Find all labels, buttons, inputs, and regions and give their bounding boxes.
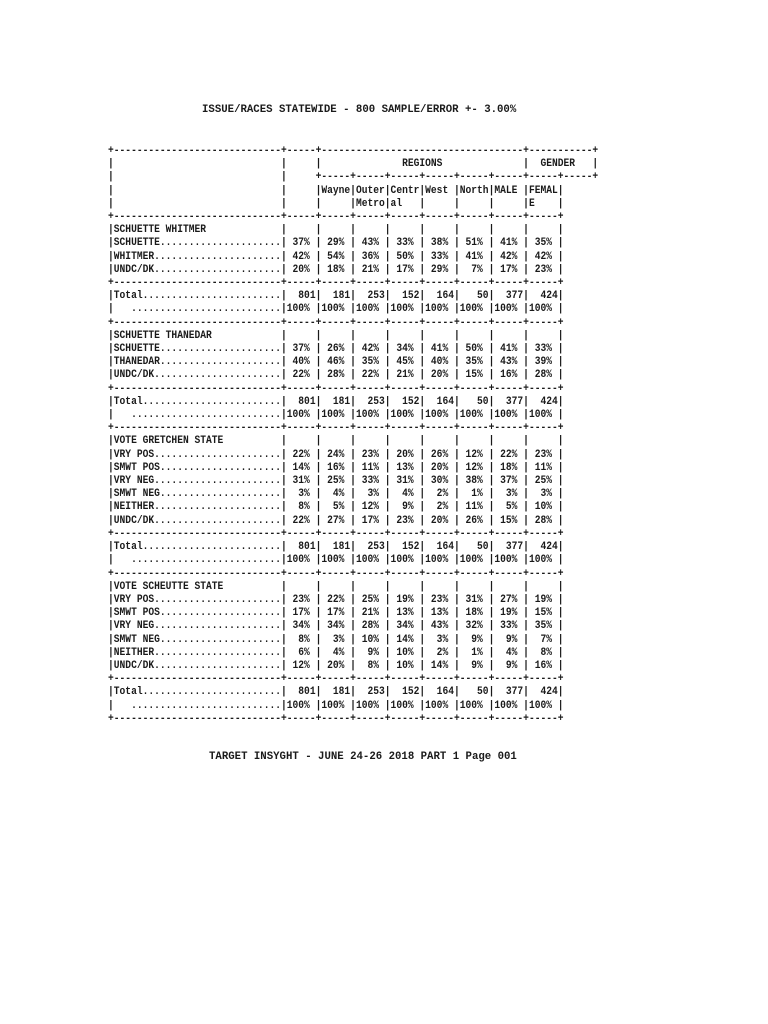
page-footer: TARGET INSYGHT - JUNE 24-26 2018 PART 1 Page 001 <box>209 751 517 763</box>
crosstab-table: +-----------------------------+-----+-----------------------------------+-----------+ | | | REGIONS | GENDER | | | +-----+-----+-----+-----+-----+-----+-----+-----+ | | |Wayne|Outer|Centr|West |North|MALE |FEMAL| | | | |Metro|al | | | |E | +-----------------------------+-----+-----+-----+-----+-----+-----+-----+-----+ |SCHUETTE WHITMER | | | | | | | | | |SCHUETTE.....................| 37% | 29% | 43% | 33% | 38% | 51% | 41% | 35% | |WHITMER......................| 42% | 54% | 36% | 50% | 33% | 41% | 42% | 42% | |UNDC/DK......................| 20% | 18% | 21% | 17% | 29% | 7% | 17% | 23% | +-----------------------------+-----+-----+-----+-----+-----+-----+-----+-----+ |Total........................| 801| 181| 253| 152| 164| 50| 377| 424| | ..........................|100% |100% |100% |100% |100% |100% |100% |100% | +-----------------------------+-----+-----+-----+-----+-----+-----+-----+-----+ |SCHUETTE THANEDAR | | | | | | | | | |SCHUETTE.....................| 37% | 26% | 42% | 34% | 41% | 50% | 41% | 33% | |THANEDAR.....................| 40% | 46% | 35% | 45% | 40% | 35% | 43% | 39% | |UNDC/DK......................| 22% | 28% | 22% | 21% | 20% | 15% | 16% | 28% | +-----------------------------+-----+-----+-----+-----+-----+-----+-----+-----+ |Total........................| 801| 181| 253| 152| 164| 50| 377| 424| | ..........................|100% |100% |100% |100% |100% |100% |100% |100% | +-----------------------------+-----+-----+-----+-----+-----+-----+-----+-----+ |VOTE GRETCHEN STATE | | | | | | | | | |VRY POS......................| 22% | 24% | 23% | 20% | 26% | 12% | 22% | 23% | |SMWT POS.....................| 14% | 16% | 11% | 13% | 20% | 12% | 18% | 11% | |VRY NEG......................| 31% | 25% | 33% | 31% | 30% | 38% | 37% | 25% | |SMWT NEG.....................| 3% | 4% | 3% | 4% | 2% | 1% | 3% | 3% | |NEITHER......................| 8% | 5% | 12% | 9% | 2% | 11% | 5% | 10% | |UNDC/DK......................| 22% | 27% | 17% | 23% | 20% | 26% | 15% | 28% | +-----------------------------+-----+-----+-----+-----+-----+-----+-----+-----+ |Total........................| 801| 181| 253| 152| 164| 50| 377| 424| | ..........................|100% |100% |100% |100% |100% |100% |100% |100% | +-----------------------------+-----+-----+-----+-----+-----+-----+-----+-----+ |VOTE SCHEUTTE STATE | | | | | | | | | |VRY POS......................| 23% | 22% | 25% | 19% | 23% | 31% | 27% | 19% | |SMWT POS.....................| 17% | 17% | 21% | 13% | 13% | 18% | 19% | 15% | |VRY NEG......................| 34% | 34% | 28% | 34% | 43% | 32% | 33% | 35% | |SMWT NEG.....................| 8% | 3% | 10% | 14% | 3% | 9% | 9% | 7% | |NEITHER......................| 6% | 4% | 9% | 10% | 2% | 1% | 4% | 8% | |UNDC/DK......................| 12% | 20% | 8% | 10% | 14% | 9% | 9% | 16% | +-----------------------------+-----+-----+-----+-----+-----+-----+-----+-----+ |Total........................| 801| 181| 253| 152| 164| 50| 377| 424| | ..........................|100% |100% |100% |100% |100% |100% |100% |100% | +-----------------------------+-----+-----+-----+-----+-----+-----+-----+-----+ <box>108 145 599 725</box>
page-title: ISSUE/RACES STATEWIDE - 800 SAMPLE/ERROR +- 3.00% <box>202 104 517 116</box>
